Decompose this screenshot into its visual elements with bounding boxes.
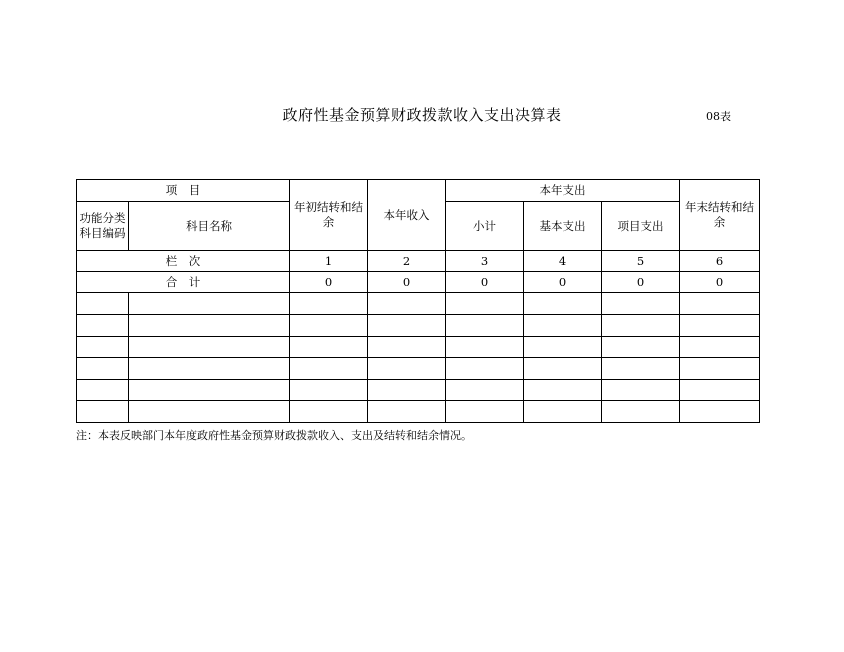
total-cell: 0 — [680, 272, 760, 293]
table-cell — [77, 336, 129, 358]
table-cell — [368, 315, 446, 337]
table-row — [77, 401, 760, 423]
table-cell — [446, 293, 524, 315]
table-cell — [77, 293, 129, 315]
budget-table — [76, 179, 760, 423]
table-cell — [524, 379, 602, 401]
table-cell — [290, 358, 368, 380]
table-cell — [77, 358, 129, 380]
table-cell — [290, 336, 368, 358]
table-row — [77, 379, 760, 401]
column-number-cell: 3 — [446, 251, 524, 272]
table-cell — [680, 315, 760, 337]
table-cell — [524, 315, 602, 337]
column-number-label: 栏 次 — [77, 251, 290, 272]
total-cell: 0 — [524, 272, 602, 293]
column-number-cell: 2 — [368, 251, 446, 272]
table-cell — [290, 379, 368, 401]
total-cell: 0 — [446, 272, 524, 293]
page-title: 政府性基金预算财政拨款收入支出决算表 — [282, 106, 562, 124]
table-cell — [602, 401, 680, 423]
table-cell — [602, 315, 680, 337]
column-number-row — [77, 251, 760, 272]
total-cell: 0 — [290, 272, 368, 293]
column-number-cell: 5 — [602, 251, 680, 272]
table-cell — [129, 401, 290, 423]
subject-name-header: 科目名称 — [129, 202, 290, 251]
column-number-cell: 4 — [524, 251, 602, 272]
table-cell — [524, 401, 602, 423]
table-cell — [129, 379, 290, 401]
table-cell — [524, 293, 602, 315]
basic-expense-header: 基本支出 — [524, 202, 602, 251]
table-cell — [446, 358, 524, 380]
table-cell — [446, 315, 524, 337]
table-number: 08表 — [706, 110, 731, 123]
table-cell — [446, 401, 524, 423]
table-cell — [680, 379, 760, 401]
table-cell — [129, 358, 290, 380]
project-expense-header: 项目支出 — [602, 202, 680, 251]
table-cell — [77, 379, 129, 401]
table-cell — [680, 401, 760, 423]
table-cell — [524, 358, 602, 380]
year-expense-header: 本年支出 — [446, 180, 680, 202]
table-row — [77, 293, 760, 315]
table-cell — [129, 293, 290, 315]
total-cell: 0 — [368, 272, 446, 293]
table-cell — [368, 293, 446, 315]
table-cell — [602, 293, 680, 315]
column-number-cell: 1 — [290, 251, 368, 272]
table-cell — [680, 358, 760, 380]
table-cell — [77, 401, 129, 423]
total-cell: 0 — [602, 272, 680, 293]
table-cell — [129, 336, 290, 358]
table-cell — [290, 315, 368, 337]
table-row — [77, 358, 760, 380]
table-cell — [680, 336, 760, 358]
project-header: 项 目 — [77, 180, 290, 202]
begin-balance-header: 年初结转和结余 — [290, 180, 368, 251]
table-row — [77, 315, 760, 337]
table-cell — [368, 379, 446, 401]
table-cell — [446, 336, 524, 358]
table-cell — [368, 401, 446, 423]
table-row — [77, 336, 760, 358]
subtotal-header: 小计 — [446, 202, 524, 251]
table-cell — [602, 379, 680, 401]
footnote: 注：本表反映部门本年度政府性基金预算财政拨款收入、支出及结转和结余情况。 — [76, 429, 472, 442]
table-cell — [602, 358, 680, 380]
table-cell — [602, 336, 680, 358]
end-balance-header: 年末结转和结余 — [680, 180, 760, 251]
table-cell — [77, 315, 129, 337]
func-code-header: 功能分类科目编码 — [77, 202, 129, 251]
table-cell — [290, 293, 368, 315]
total-row — [77, 272, 760, 293]
table-cell — [680, 293, 760, 315]
year-income-header: 本年收入 — [368, 180, 446, 251]
table-cell — [368, 358, 446, 380]
total-label: 合 计 — [77, 272, 290, 293]
table-cell — [368, 336, 446, 358]
table-cell — [129, 315, 290, 337]
empty-rows — [77, 293, 760, 423]
column-number-cell: 6 — [680, 251, 760, 272]
table-cell — [524, 336, 602, 358]
table-cell — [290, 401, 368, 423]
table-cell — [446, 379, 524, 401]
